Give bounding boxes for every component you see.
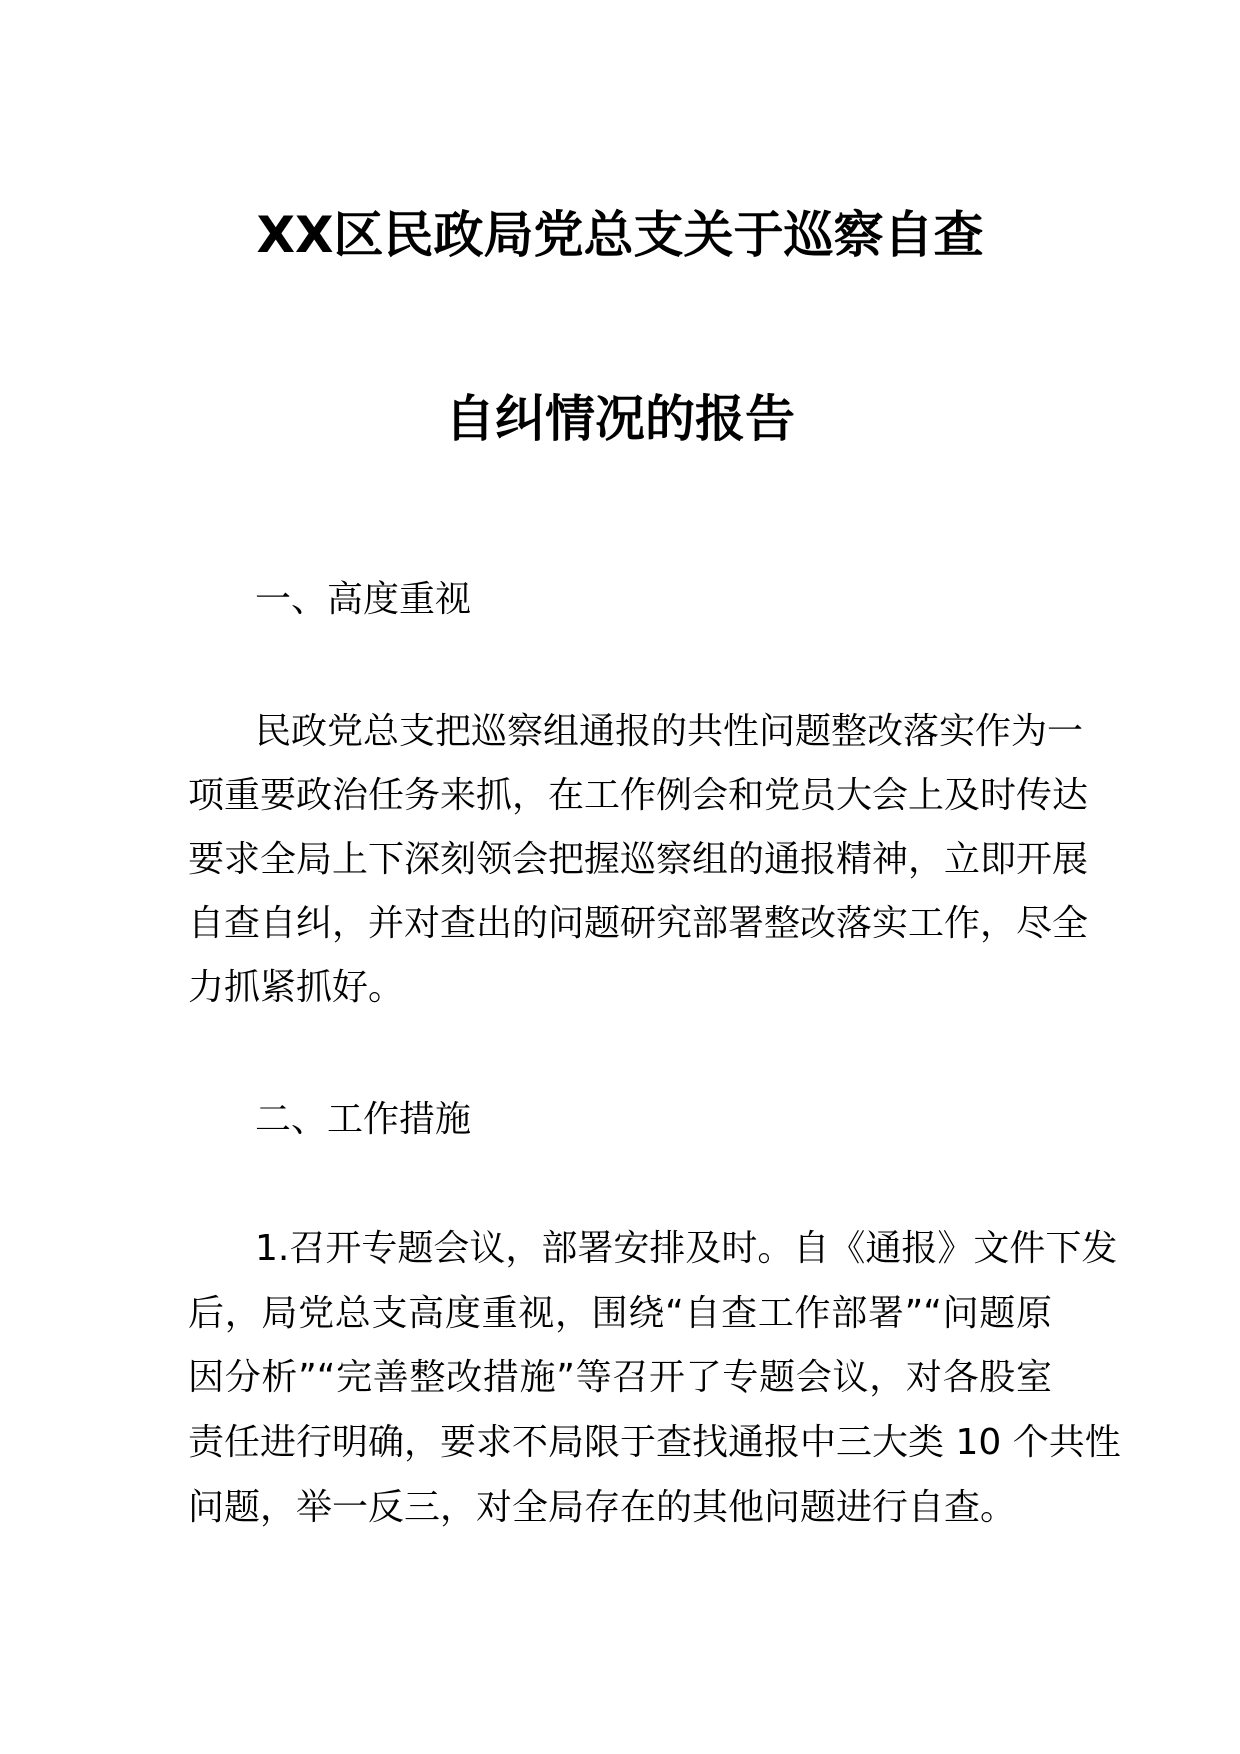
paragraph-line: 自查自纠，并对查出的问题研究部署整改落实工作，尽全 xyxy=(188,903,1089,944)
paragraph-line: 因分析”“完善整改措施”等召开了专题会议，对各股室 xyxy=(188,1357,1052,1398)
paragraph-line: 民政党总支把巡察组通报的共性问题整改落实作为一 xyxy=(255,711,1084,752)
paragraph-line: 1.召开专题会议，部署安排及时。自《通报》文件下发 xyxy=(255,1228,1118,1269)
paragraph-line: 责任进行明确，要求不局限于查找通报中三大类 10 个共性 xyxy=(188,1422,1121,1463)
paragraph-line: 要求全局上下深刻领会把握巡察组的通报精神，立即开展 xyxy=(188,839,1089,880)
document-title-line-2: 自纠情况的报告 xyxy=(445,390,795,448)
section-heading: 二、工作措施 xyxy=(255,1099,472,1140)
paragraph-line: 问题，举一反三，对全局存在的其他问题进行自查。 xyxy=(188,1487,1017,1528)
paragraph-line: 后，局党总支高度重视，围绕“自查工作部署”“问题原 xyxy=(188,1293,1052,1334)
paragraph-line: 力抓紧抓好。 xyxy=(188,967,405,1008)
document-title-line-1: XX区民政局党总支关于巡察自查 xyxy=(256,206,984,264)
section-heading: 一、高度重视 xyxy=(255,579,472,620)
paragraph-line: 项重要政治任务来抓，在工作例会和党员大会上及时传达 xyxy=(188,775,1089,816)
